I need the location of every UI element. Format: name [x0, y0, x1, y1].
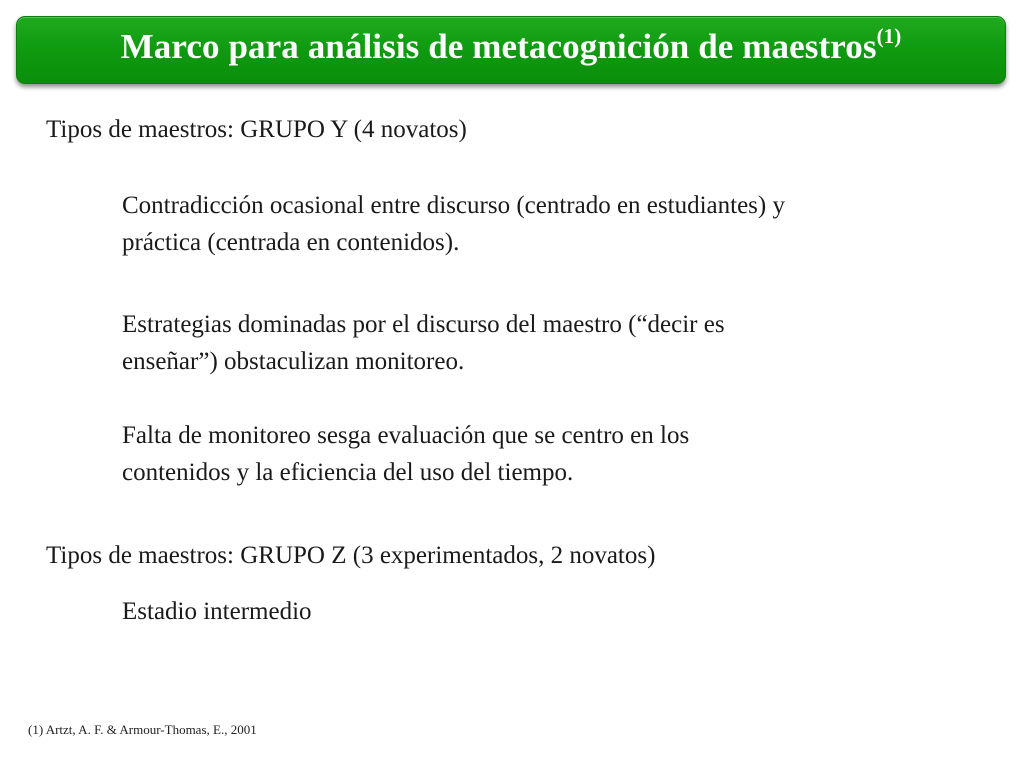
group-y-point-3-line-1: Falta de monitoreo sesga evaluación que se centro en los — [122, 422, 690, 449]
footnote-citation: (1) Artzt, A. F. & Armour-Thomas, E., 2001 — [28, 722, 257, 737]
slide-title-text: Marco para análisis de metacognición de maestros — [120, 27, 877, 66]
slide-title — [120, 24, 902, 67]
group-z-point-1: Estadio intermedio — [122, 598, 312, 625]
slide-title-bar — [16, 16, 1006, 84]
group-y-point-2-line-1: Estrategias dominadas por el discurso del maestro (“decir es — [122, 311, 725, 338]
group-y-heading: Tipos de maestros: GRUPO Y (4 novatos) — [46, 116, 467, 143]
group-y-point-2-line-2: enseñar”) obstaculizan monitoreo. — [122, 348, 465, 375]
slide-title-superscript: (1) — [876, 24, 902, 49]
group-y-point-1-line-2: práctica (centrada en contenidos). — [122, 229, 460, 256]
group-y-point-3-line-2: contenidos y la eficiencia del uso del tiempo. — [122, 459, 574, 486]
group-y-point-1-line-1: Contradicción ocasional entre discurso (centrado en estudiantes) y — [122, 192, 785, 219]
group-z-heading: Tipos de maestros: GRUPO Z (3 experimentados, 2 novatos) — [46, 542, 656, 569]
